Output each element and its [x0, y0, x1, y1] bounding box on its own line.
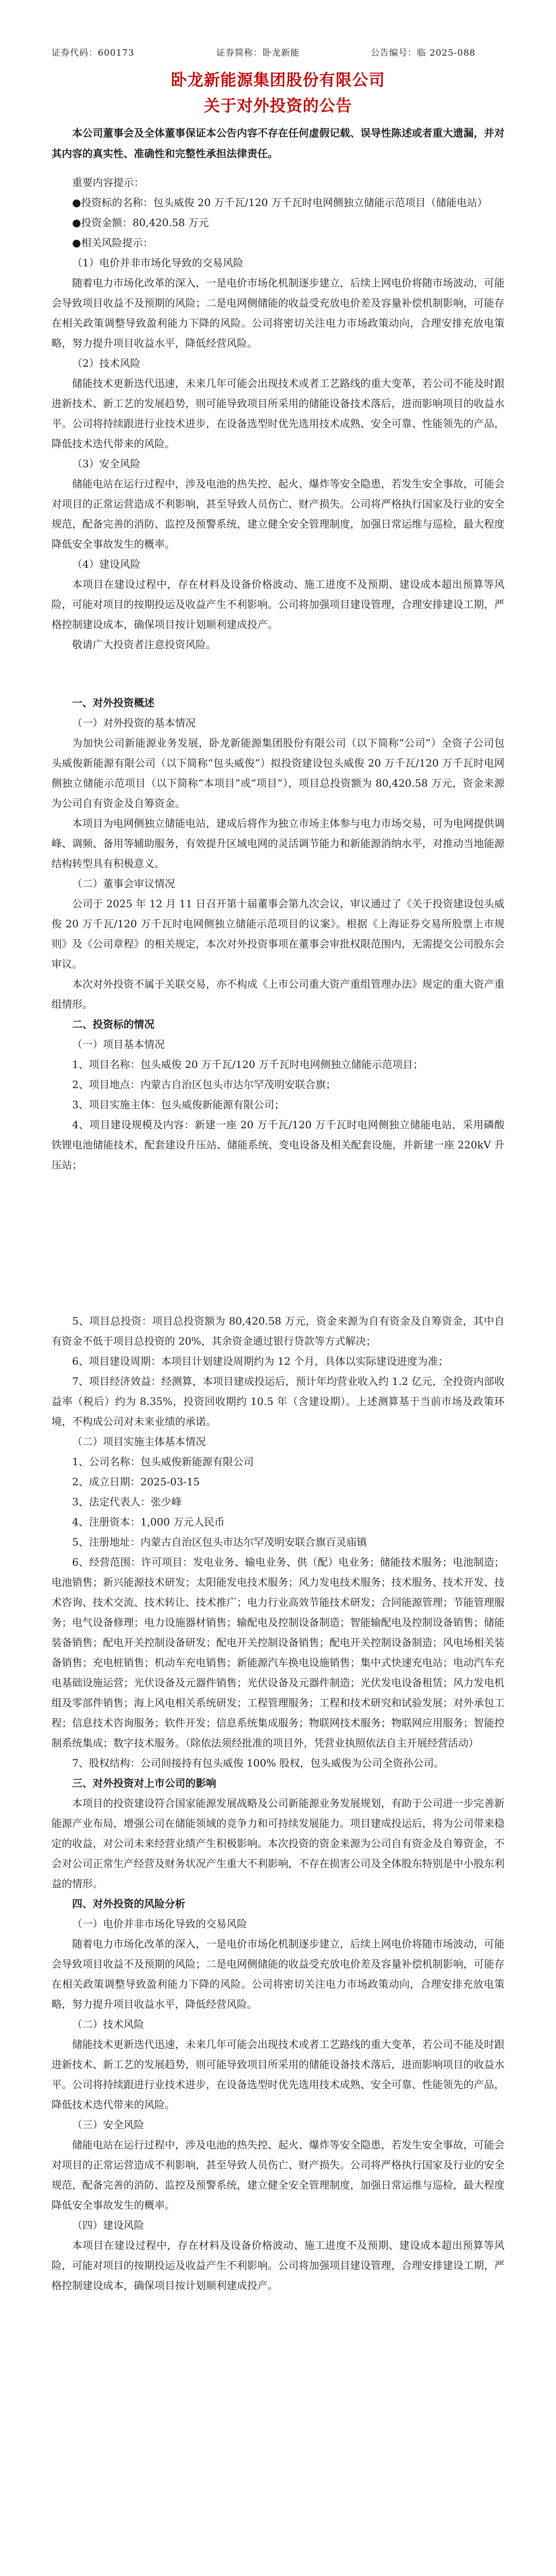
- paragraph: （4）建设风险: [72, 558, 141, 570]
- stock-abbr-value: 卧龙新能: [263, 48, 300, 58]
- paragraph: 6、经营范围：许可项目：发电业务、输电业务、供（配）电业务；储能技术服务；电池制造；电池销售；新兴能源技术研发；太阳能发电技术服务；风力发电技术服务；技术服务、技术开发、技术咨询、技术交流、技术转让、技术推广；电力行业高效节能技术研发；合同能源管理；节能管理服务；电气设备修理；电力设施器材销售；输配电及控制设备制造；智能输配电及控制设备销售；储能装备销售；配电开关控制设备研发；配电开关控制设备销售；配电开关控制设备制造；风电场相关装备销售；充电桩销售；机动车充电销售；新能源汽车换电设施销售；集中式快速充电站；电动汽车充电基础设施运营；光伏设备及元器件销售；光伏设备及元器件制造；光伏发电设备租赁；风力发电机组及零部件销售；海上风电相关系统研发；工程管理服务；工程和技术研究和试验发展；对外承包工程；信息技术咨询服务；软件开发；信息系统集成服务；物联网技术服务；物联网应用服务；智能控制系统集成；数字技术服务。（除依法须经批准的项目外，凭营业执照依法自主开展经营活动）: [51, 1556, 505, 1749]
- board-declaration: 本公司董事会及全体董事保证本公告内容不存在任何虚假记载、误导性陈述或者重大遗漏，并对其内容的真实性、准确性和完整性承担法律责任。: [51, 127, 505, 160]
- paragraph: 本项目在建设过程中，存在材料及设备价格波动、施工进度不及预期、建设成本超出预算等风险，可能对项目的按期投运及收益产生不利影响。公司将加强项目建设管理，合理安排建设工期，严格控制建设成本，确保项目按计划顺利建成投产。: [51, 2239, 505, 2292]
- paragraph: 3、法定代表人：张少峰: [72, 1496, 182, 1508]
- announcement-number-label: 公告编号：: [371, 48, 417, 58]
- paragraph: （2）技术风险: [72, 357, 141, 369]
- paragraph: （二）技术风险: [72, 2018, 144, 2030]
- paragraph: 3、项目实施主体：包头威俊新能源有限公司；: [72, 1098, 285, 1111]
- paragraph: 5、项目总投资：项目总投资额为 80,420.58 万元，资金来源为自有资金及自筹资金，其中自有资金不低于项目总投资的 20%，其余资金通过银行贷款等方式解决；: [51, 1315, 505, 1347]
- paragraph: ●投资金额：80,420.58 万元: [72, 216, 209, 229]
- paragraph: 本项目为电网侧独立储能电站，建成后将作为独立市场主体参与电力市场交易，可为电网提供调峰、调频、备用等辅助服务，有效提升区域电网的灵活调节能力和新能源消纳水平，对推动当地能源结构转型具有积极意义。: [51, 817, 505, 870]
- paragraph: 4、项目建设规模及内容：新建一座 20 万千瓦/120 万千瓦时电网侧独立储能电站，采用磷酸铁锂电池储能技术，配套建设升压站、储能系统、变电设备及相关配套设施，并新建一座 220kV 升压站；: [51, 1118, 505, 1171]
- paragraph: （3）安全风险: [72, 457, 141, 470]
- stock-abbr: [216, 45, 300, 58]
- body-section-2: [51, 1311, 505, 2296]
- paragraph: （一）电价并非市场化导致的交易风险: [72, 1918, 247, 1930]
- section-heading: 三、对外投资对上市公司的影响: [72, 1777, 216, 1789]
- paragraph: （二）项目实施主体基本情况: [72, 1435, 206, 1448]
- paragraph: ●投资标的名称：包头威俊 20 万千瓦/120 万千瓦时电网侧独立储能示范项目（储能电站）: [72, 196, 488, 209]
- paragraph: 随着电力市场化改革的深入，一是电价市场化机制逐步建立，后续上网电价将随市场波动，可能会导致项目收益不及预期的风险；二是电网侧储能的收益受充放电价差及容量补偿机制影响，可能存在相关政策调整导致盈利能力下降的风险。公司将密切关注电力市场政策动向，合理安排充放电策略，努力提升项目收益水平，降低经营风险。: [51, 1938, 505, 2010]
- paragraph: （四）建设风险: [72, 2219, 144, 2231]
- paragraph: （三）安全风险: [72, 2119, 144, 2131]
- company-title: 卧龙新能源集团股份有限公司: [171, 71, 385, 90]
- paragraph: 5、注册地址：内蒙古自治区包头市达尔罕茂明安联合旗百灵庙镇: [72, 1536, 367, 1548]
- stock-abbr-label: 证券简称：: [216, 48, 263, 58]
- paragraph: 7、股权结构：公司间接持有包头威俊 100% 股权，包头威俊为公司全资孙公司。: [72, 1757, 444, 1769]
- paragraph: 为加快公司新能源业务发展，卧龙新能源集团股份有限公司（以下简称“公司”）全资子公司包头威俊新能源有限公司（以下简称“包头威俊”）拟投资建设包头威俊 20 万千瓦/120 万千瓦时电网侧独立储能示范项目（以下简称“本项目”或“项目”），项目总投资额为 80,420.58 万元，资金来源为公司自有资金及自筹资金。: [51, 737, 505, 809]
- paragraph: 随着电力市场化改革的深入，一是电价市场化机制逐步建立，后续上网电价将随市场波动，可能会导致项目收益不及预期的风险；二是电网侧储能的收益受充放电价差及容量补偿机制影响，可能存在相关政策调整导致盈利能力下降的风险。公司将密切关注电力市场政策动向，合理安排充放电策略，努力提升项目收益水平，降低经营风险。: [51, 277, 505, 349]
- paragraph: ●相关风险提示：: [72, 236, 153, 249]
- announcement-number-value: 临 2025-088: [417, 48, 476, 58]
- section-heading: 一、对外投资概述: [72, 697, 154, 709]
- paragraph: 7、项目经济效益：经测算，本项目建成投运后，预计年均营业收入约 1.2 亿元，全投资内部收益率（税后）约为 8.35%，投资回收期约 10.5 年（含建设期）。上述测算基于当前市场及政策环境，不构成公司对未来业绩的承诺。: [51, 1375, 505, 1428]
- paragraph: 储能技术更新迭代迅速，未来几年可能会出现技术或者工艺路线的重大变革，若公司不能及时跟进新技术、新工艺的发展趋势，则可能导致项目所采用的储能设备技术落后，进而影响项目的收益水平。公司将持续跟进行业技术进步，在设备选型时优先选用技术成熟、安全可靠、性能领先的产品，降低技术迭代带来的风险。: [51, 377, 505, 450]
- paragraph: 储能技术更新迭代迅速，未来几年可能会出现技术或者工艺路线的重大变革，若公司不能及时跟进新技术、新工艺的发展趋势，则可能导致项目所采用的储能设备技术落后，进而影响项目的收益水平。公司将持续跟进行业技术进步，在设备选型时优先选用技术成熟、安全可靠、性能领先的产品，降低技术迭代带来的风险。: [51, 2038, 505, 2111]
- announcement-number: [371, 45, 476, 58]
- paragraph: 储能电站在运行过程中，涉及电池的热失控、起火、爆炸等安全隐患，若发生安全事故，可能会对项目的正常运营造成不利影响，甚至导致人员伤亡、财产损失。公司将严格执行国家及行业的安全规范，配备完善的消防、监控及预警系统，建立健全安全管理制度，加强日常运维与巡检，最大程度降低安全事故发生的概率。: [51, 2139, 505, 2211]
- stock-code-label: 证券代码：: [51, 48, 98, 58]
- paragraph: 1、项目名称：包头威俊 20 万千瓦/120 万千瓦时电网侧独立储能示范项目；: [72, 1058, 424, 1071]
- paragraph: 重要内容提示：: [72, 176, 144, 189]
- paragraph: 本项目的投资建设符合国家能源发展战略及公司新能源业务发展规划，有助于公司进一步完善新能源产业布局，增强公司在储能领域的竞争力和可持续发展能力。项目建成投运后，将为公司带来稳定的收益，对公司未来经营业绩产生积极影响。本次投资的资金来源为公司自有资金及自筹资金，不会对公司正常生产经营及财务状况产生重大不利影响，不存在损害公司及全体股东特别是中小股东利益的情形。: [51, 1797, 505, 1890]
- paragraph: 公司于 2025 年 12 月 11 日召开第十届董事会第九次会议，审议通过了《关于投资建设包头威俊 20 万千瓦/120 万千瓦时电网侧独立储能示范项目的议案》。根据《上海证券交易所股票上市规则》及《公司章程》的相关规定，本次对外投资事项在董事会审批权限范围内，无需提交公司股东会审议。: [51, 897, 505, 970]
- section-heading: 四、对外投资的风险分析: [72, 1897, 185, 1910]
- summary-section: [51, 173, 505, 655]
- paragraph: 4、注册资本：1,000 万元人民币: [72, 1516, 225, 1528]
- paragraph: （1）电价并非市场化导致的交易风险: [72, 257, 244, 269]
- body-section-1: [51, 693, 505, 1175]
- paragraph: （一）对外投资的基本情况: [72, 717, 196, 729]
- paragraph: 储能电站在运行过程中，涉及电池的热失控、起火、爆炸等安全隐患，若发生安全事故，可能会对项目的正常运营造成不利影响，甚至导致人员伤亡、财产损失。公司将严格执行国家及行业的安全规范，配备完善的消防、监控及预警系统，建立健全安全管理制度，加强日常运维与巡检，最大程度降低安全事故发生的概率。: [51, 478, 505, 550]
- paragraph: 本次对外投资不属于关联交易，亦不构成《上市公司重大资产重组管理办法》规定的重大资产重组情形。: [51, 978, 505, 1010]
- paragraph: 1、公司名称：包头威俊新能源有限公司: [72, 1455, 254, 1468]
- paragraph: 2、成立日期：2025-03-15: [72, 1476, 200, 1488]
- paragraph: 本项目在建设过程中，存在材料及设备价格波动、施工进度不及预期、建设成本超出预算等风险，可能对项目的按期投运及收益产生不利影响。公司将加强项目建设管理，合理安排建设工期，严格控制建设成本，确保项目按计划顺利建成投产。: [51, 578, 505, 631]
- stock-code: [51, 45, 134, 58]
- stock-code-value: 600173: [98, 48, 134, 58]
- announcement-title: 关于对外投资的公告: [204, 97, 352, 115]
- paragraph: 敬请广大投资者注意投资风险。: [72, 638, 216, 651]
- section-heading: 二、投资标的情况: [72, 1018, 154, 1030]
- paragraph: （一）项目基本情况: [72, 1038, 165, 1050]
- paragraph: 2、项目地点：内蒙古自治区包头市达尔罕茂明安联合旗；: [72, 1078, 336, 1091]
- paragraph: 6、项目建设周期：本项目计划建设周期约为 12 个月，具体以实际建设进度为准；: [72, 1355, 448, 1367]
- paragraph: （二）董事会审议情况: [72, 877, 175, 890]
